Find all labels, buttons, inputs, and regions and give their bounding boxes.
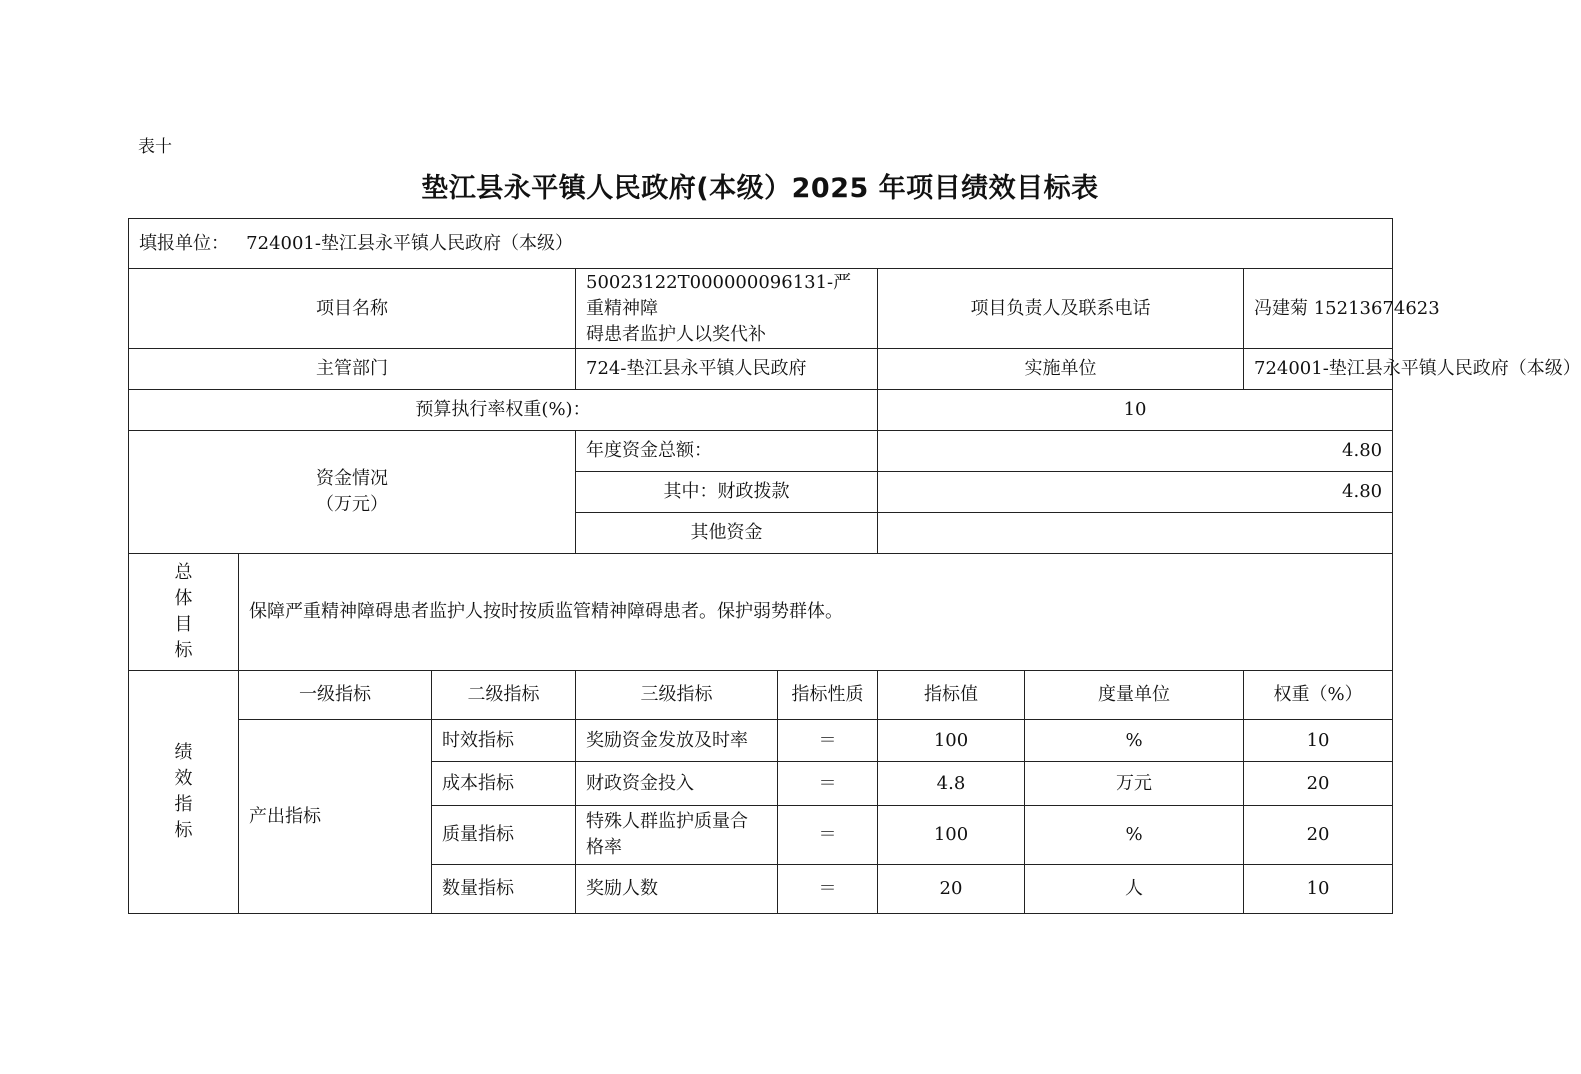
overall-goal-char: 目: [174, 614, 193, 635]
indicator-unit: 人: [1025, 865, 1244, 914]
implementing-unit-label: 实施单位: [878, 349, 1244, 390]
header-nature: 指标性质: [778, 671, 878, 720]
indicator-weight: 10: [1244, 865, 1393, 914]
level3-line-2: 格率: [586, 837, 622, 858]
performance-label-char: 指: [174, 794, 193, 815]
header-unit: 度量单位: [1025, 671, 1244, 720]
project-name-label: 项目名称: [129, 269, 576, 349]
level3-indicator: 奖励人数: [576, 865, 778, 914]
funding-other-label: 其他资金: [576, 513, 878, 554]
indicator-header-row: [129, 671, 1393, 720]
funding-total-label: 年度资金总额：: [576, 431, 878, 472]
indicator-value: 100: [878, 720, 1025, 762]
indicator-weight: 20: [1244, 762, 1393, 806]
indicator-value: 4.8: [878, 762, 1025, 806]
project-name-row: [129, 269, 1393, 349]
level2-indicator: 质量指标: [432, 806, 576, 865]
overall-goal-row: [129, 554, 1393, 671]
level1-indicator: 产出指标: [239, 720, 432, 914]
level2-indicator: 时效指标: [432, 720, 576, 762]
funding-other-value: [878, 513, 1393, 554]
indicator-unit: %: [1025, 806, 1244, 865]
funding-label-line-1: 资金情况: [316, 468, 388, 489]
indicator-unit: %: [1025, 720, 1244, 762]
indicator-nature: ＝: [778, 762, 878, 806]
performance-label-char: 绩: [174, 742, 193, 763]
level3-indicator: [576, 806, 778, 865]
level3-line-1: 特殊人群监护质量合: [586, 811, 748, 832]
performance-indicator-label: [129, 671, 239, 914]
performance-label-char: 效: [174, 768, 193, 789]
project-name-line-2: 碍患者监护人以奖代补: [586, 323, 766, 345]
budget-weight-label: 预算执行率权重(%)：: [129, 390, 878, 431]
funding-label: [129, 431, 576, 554]
indicator-nature: ＝: [778, 865, 878, 914]
funding-fiscal-value: 4.80: [878, 472, 1393, 513]
overall-goal-text: 保障严重精神障碍患者监护人按时按质监管精神障碍患者。保护弱势群体。: [239, 554, 1393, 671]
indicator-value: 100: [878, 806, 1025, 865]
project-name-line-1: 50023122T000000096131-严重精神障: [586, 271, 852, 319]
reporting-unit-row: [129, 219, 1393, 269]
funding-fiscal-label: 其中：财政拨款: [576, 472, 878, 513]
page-title: 垫江县永平镇人民政府(本级）2025 年项目绩效目标表: [421, 173, 1099, 204]
budget-weight-row: [129, 390, 1393, 431]
project-contact-value: 冯建菊 15213674623: [1244, 269, 1393, 349]
department-label: 主管部门: [129, 349, 576, 390]
overall-goal-char: 标: [174, 640, 193, 661]
indicator-value: 20: [878, 865, 1025, 914]
overall-goal-char: 体: [174, 588, 193, 609]
performance-label-char: 标: [174, 820, 193, 841]
indicator-weight: 20: [1244, 806, 1393, 865]
funding-label-line-2: （万元）: [316, 494, 388, 515]
level2-indicator: 成本指标: [432, 762, 576, 806]
funding-total-row: [129, 431, 1393, 472]
overall-goal-char: 总: [174, 562, 193, 583]
project-name-value: [576, 269, 878, 349]
header-level1: 一级指标: [239, 671, 432, 720]
funding-total-value: 4.80: [878, 431, 1393, 472]
indicator-nature: ＝: [778, 806, 878, 865]
budget-weight-value: 10: [878, 390, 1393, 431]
level2-indicator: 数量指标: [432, 865, 576, 914]
reporting-unit-label: 填报单位：: [139, 232, 229, 254]
reporting-unit-cell: [129, 219, 1393, 269]
department-value: 724-垫江县永平镇人民政府: [576, 349, 878, 390]
level3-indicator: 奖励资金发放及时率: [576, 720, 778, 762]
performance-target-table: [128, 218, 1581, 914]
header-weight: 权重（%）: [1244, 671, 1393, 720]
overall-goal-label: [129, 554, 239, 671]
project-contact-label: 项目负责人及联系电话: [878, 269, 1244, 349]
header-level2: 二级指标: [432, 671, 576, 720]
table-row: [129, 720, 1393, 762]
indicator-weight: 10: [1244, 720, 1393, 762]
header-value: 指标值: [878, 671, 1025, 720]
header-level3: 三级指标: [576, 671, 778, 720]
department-row: [129, 349, 1393, 390]
table-number-label: 表十: [138, 137, 172, 157]
level3-indicator: 财政资金投入: [576, 762, 778, 806]
reporting-unit-value: 724001-垫江县永平镇人民政府（本级）: [246, 232, 573, 254]
implementing-unit-value: 724001-垫江县永平镇人民政府（本级）: [1244, 349, 1393, 390]
indicator-unit: 万元: [1025, 762, 1244, 806]
indicator-nature: ＝: [778, 720, 878, 762]
